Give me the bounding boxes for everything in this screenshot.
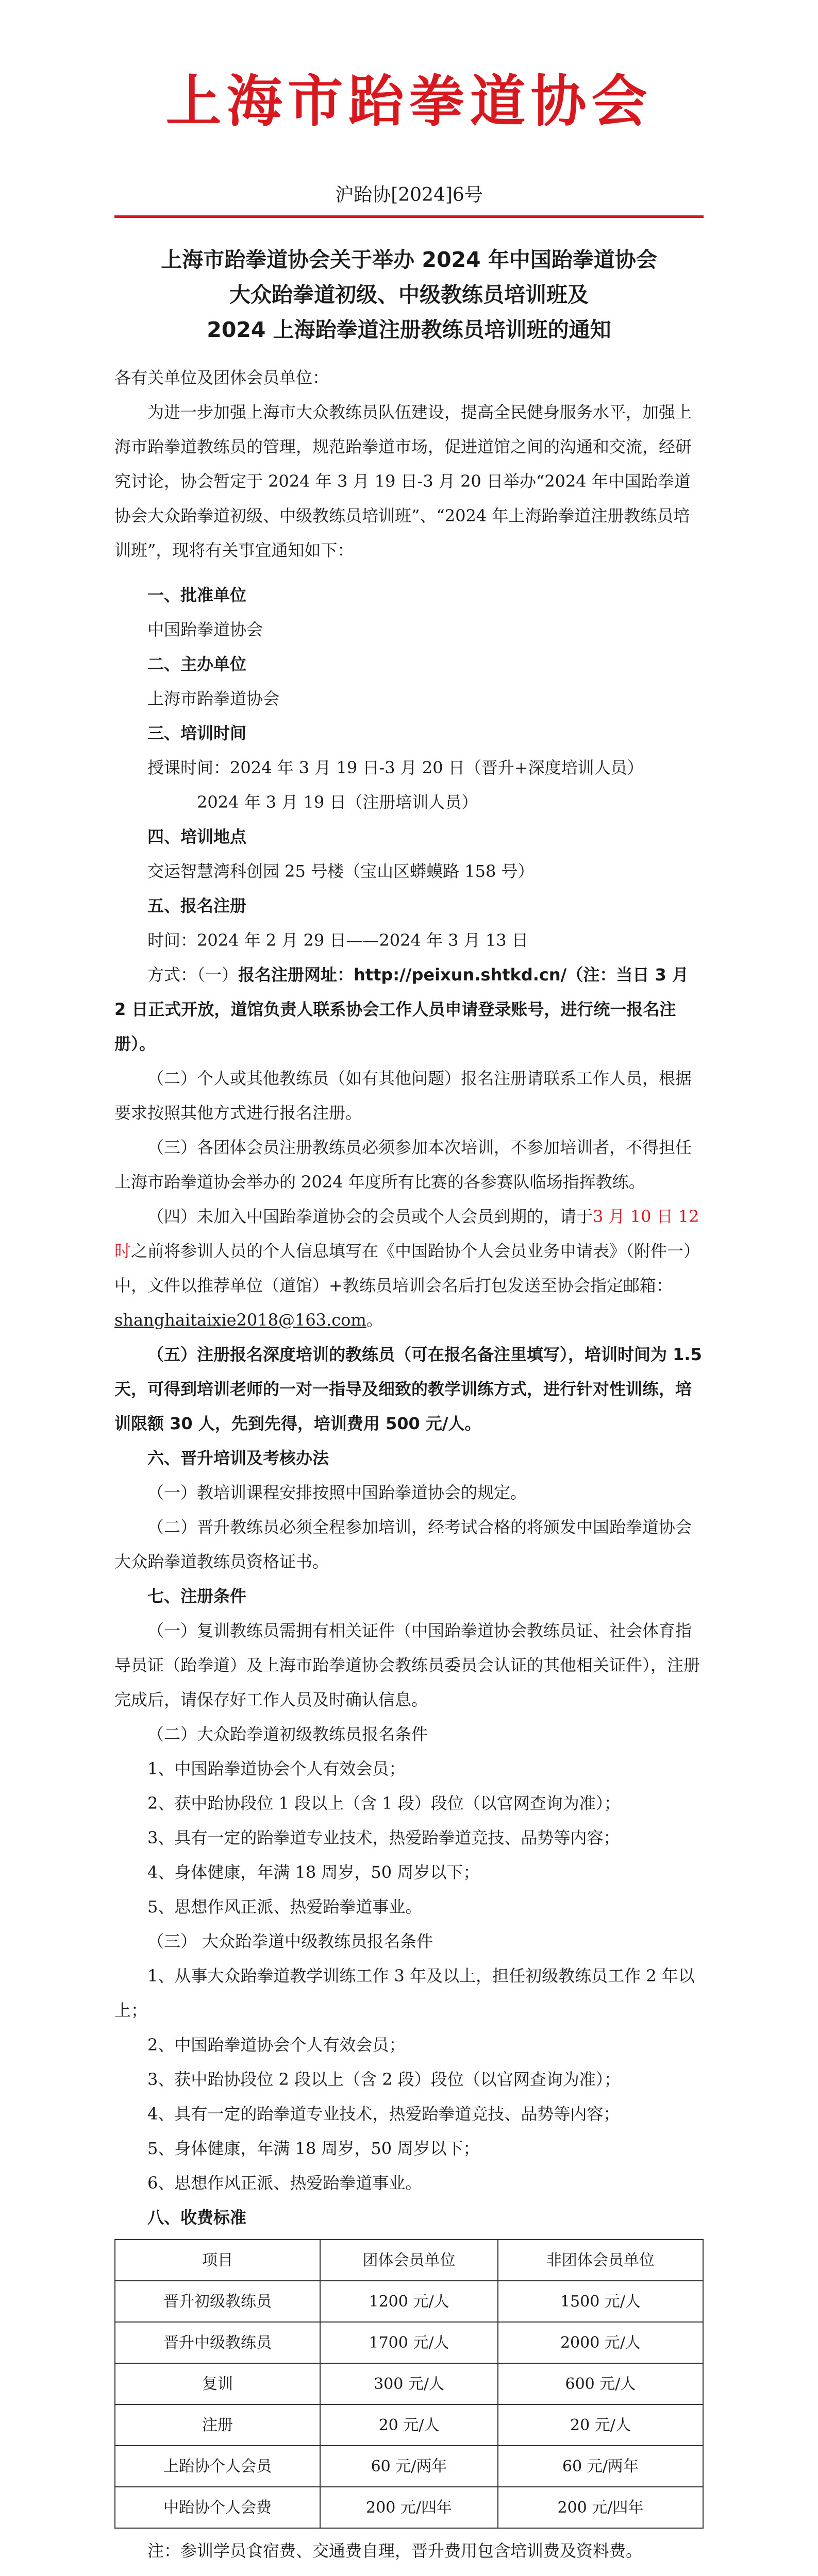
notice-title-line: 大众跆拳道初级、中级教练员培训班及 [229, 282, 589, 307]
fee-col-header: 非团体会员单位 [498, 2240, 703, 2281]
section-heading: 四、培训地点 [147, 827, 247, 846]
org-title: 上海市跆拳道协会 [165, 70, 653, 134]
list-item: 4、身体健康，年满 18 周岁，50 周岁以下； [147, 1862, 480, 1882]
fee-cell: 20 元/人 [498, 2404, 703, 2446]
registration-method-3: （三）各团体会员注册教练员必须参加本次培训，不参加培训者，不得担任上海市跆拳道协会举办的 2024 年度所有比赛的各参赛队临场指挥教练。 [114, 1138, 692, 1192]
notice-title-line: 上海市跆拳道协会关于举办 2024 年中国跆拳道协会 [161, 247, 657, 272]
registration-period: 时间：2024 年 2 月 29 日——2024 年 3 月 13 日 [147, 930, 528, 950]
section-text: 中国跆拳道协会 [147, 620, 263, 639]
list-item: 5、思想作风正派、热爱跆拳道事业。 [147, 1897, 422, 1917]
table-row [115, 2446, 703, 2487]
fee-cell: 60 元/两年 [498, 2446, 703, 2487]
list-item: 3、具有一定的跆拳道专业技术，热爱跆拳道竞技、品势等内容； [147, 1828, 620, 1848]
fee-cell: 200 元/四年 [320, 2487, 498, 2528]
doc-number: 沪跆协[2024]6号 [335, 184, 483, 206]
fee-cell: 上跆协个人会员 [115, 2446, 320, 2487]
section-text: （一）复训教练员需拥有相关证件（中国跆拳道协会教练员证、社会体育指导员证（跆拳道）及上海市跆拳道协会教练员委员会认证的其他相关证件），注册完成后，请保存好工作人员及时确认信息。 [114, 1621, 700, 1709]
fee-cell: 1700 元/人 [320, 2322, 498, 2363]
fee-cell: 2000 元/人 [498, 2322, 703, 2363]
registration-method-1: 方式：（一）报名注册网址：http://peixun.shtkd.cn/（注：当日 3 月 2 日正式开放，道馆负责人联系协会工作人员申请登录账号，进行统一报名注册）。 [114, 965, 689, 1054]
fee-col-header: 团体会员单位 [320, 2240, 498, 2281]
subsection-heading: （二）大众跆拳道初级教练员报名条件 [147, 1724, 428, 1744]
list-item: 1、从事大众跆拳道教学训练工作 3 年及以上，担任初级教练员工作 2 年以上； [114, 1966, 695, 2020]
section-heading: 二、主办单位 [147, 654, 247, 674]
registration-method-4: （四）未加入中国跆拳道协会的会员或个人会员到期的，请于3 月 10 日 12 时之前将参训人员的个人信息填写在《中国跆协个人会员业务申请表》（附件一）中，文件以推荐单位（道馆）+教练员培训会名后打包发送至协会指定邮箱：shanghaitaixie2018@163.com。 [114, 1207, 700, 1330]
training-location: 交运智慧湾科创园 25 号楼（宝山区蟒蟆路 158 号） [147, 861, 535, 881]
fee-table-header [115, 2240, 703, 2281]
list-item: 3、获中跆协段位 2 段以上（含 2 段）段位（以官网查询为准）； [147, 2070, 621, 2089]
fee-cell: 晋升中级教练员 [115, 2322, 320, 2363]
fee-note: 注：参训学员食宿费、交通费自理，晋升费用包含培训费及资料费。 [147, 2541, 643, 2561]
list-item: 5、身体健康，年满 18 周岁，50 周岁以下； [147, 2139, 480, 2158]
list-item: 4、具有一定的跆拳道专业技术，热爱跆拳道竞技、品势等内容； [147, 2104, 620, 2124]
bank-info [114, 2568, 704, 2576]
table-row [115, 2487, 703, 2528]
list-item: 2、中国跆拳道协会个人有效会员； [147, 2035, 406, 2055]
fee-cell: 晋升初级教练员 [115, 2281, 320, 2322]
fee-cell: 300 元/人 [320, 2363, 498, 2404]
fee-cell: 1200 元/人 [320, 2281, 498, 2322]
table-row [115, 2404, 703, 2446]
fee-col-header: 项目 [115, 2240, 320, 2281]
fee-cell: 1500 元/人 [498, 2281, 703, 2322]
fee-cell: 注册 [115, 2404, 320, 2446]
list-item: 6、思想作风正派、热爱跆拳道事业。 [147, 2173, 422, 2193]
section-heading: 三、培训时间 [147, 723, 247, 743]
fee-cell: 复训 [115, 2363, 320, 2404]
fee-cell: 中跆协个人会费 [115, 2487, 320, 2528]
fee-cell: 20 元/人 [320, 2404, 498, 2446]
deadline-highlight: 3 月 10 日 12 时 [114, 1207, 699, 1261]
salutation: 各有关单位及团体会员单位： [114, 368, 329, 387]
notice-title [0, 242, 818, 347]
section-heading: 一、批准单位 [147, 585, 247, 605]
fee-cell: 60 元/两年 [320, 2446, 498, 2487]
fee-table [114, 2239, 704, 2529]
section-text: （一）教培训课程安排按照中国跆拳道协会的规定。 [147, 1483, 527, 1502]
section-text: 上海市跆拳道协会 [147, 689, 280, 708]
section-heading: 七、注册条件 [147, 1586, 247, 1606]
registration-url-text[interactable]: 报名注册网址：http://peixun.shtkd.cn/（注：当日 3 月 2 日正式开放，道馆负责人联系协会工作人员申请登录账号，进行统一报名注册）。 [114, 965, 689, 1054]
notice-title-line: 2024 上海跆拳道注册教练员培训班的通知 [207, 317, 611, 342]
table-row [115, 2363, 703, 2404]
table-row [115, 2322, 703, 2363]
section-heading: 五、报名注册 [147, 896, 247, 916]
fee-cell: 600 元/人 [498, 2363, 703, 2404]
section-heading: 六、晋升培训及考核办法 [147, 1448, 329, 1468]
list-item: 2、获中跆协段位 1 段以上（含 1 段）段位（以官网查询为准）； [147, 1793, 621, 1813]
training-time-line: 授课时间：2024 年 3 月 19 日-3 月 20 日（晋升+深度培训人员） [147, 758, 644, 777]
notice-body [114, 361, 704, 2576]
section-text: （二）晋升教练员必须全程参加培训，经考试合格的将颁发中国跆拳道协会大众跆拳道教练员资格证书。 [114, 1517, 692, 1571]
list-item: 1、中国跆拳道协会个人有效会员； [147, 1759, 406, 1778]
table-row [115, 2281, 703, 2322]
registration-method-5: （五）注册报名深度培训的教练员（可在报名备注里填写），培训时间为 1.5 天，可得到培训老师的一对一指导及细致的教学训练方式，进行针对性训练，培训限额 30 人，先到先得，培训费用 500 元/人。 [114, 1345, 702, 1433]
intro-paragraph: 为进一步加强上海市大众教练员队伍建设，提高全民健身服务水平，加强上海市跆拳道教练员的管理，规范跆拳道市场，促进道馆之间的沟通和交流，经研究讨论，协会暂定于 2024 年 3 月 19 日-3 月 20 日举办“2024 年中国跆拳道协会大众跆拳道初级、中级教练员培训班”、“2024 年上海跆拳道注册教练员培训班”，现将有关事宜通知如下： [114, 402, 692, 560]
training-time-line: 2024 年 3 月 19 日（注册培训人员） [197, 792, 478, 812]
red-divider [114, 215, 704, 218]
section-heading: 八、收费标准 [147, 2208, 247, 2227]
email-link[interactable]: shanghaitaixie2018@163.com [114, 1310, 366, 1330]
fee-cell: 200 元/四年 [498, 2487, 703, 2528]
registration-method-2: （二）个人或其他教练员（如有其他问题）报名注册请联系工作人员，根据要求按照其他方式进行报名注册。 [114, 1069, 692, 1123]
subsection-heading: （三） 大众跆拳道中级教练员报名条件 [147, 1931, 433, 1951]
